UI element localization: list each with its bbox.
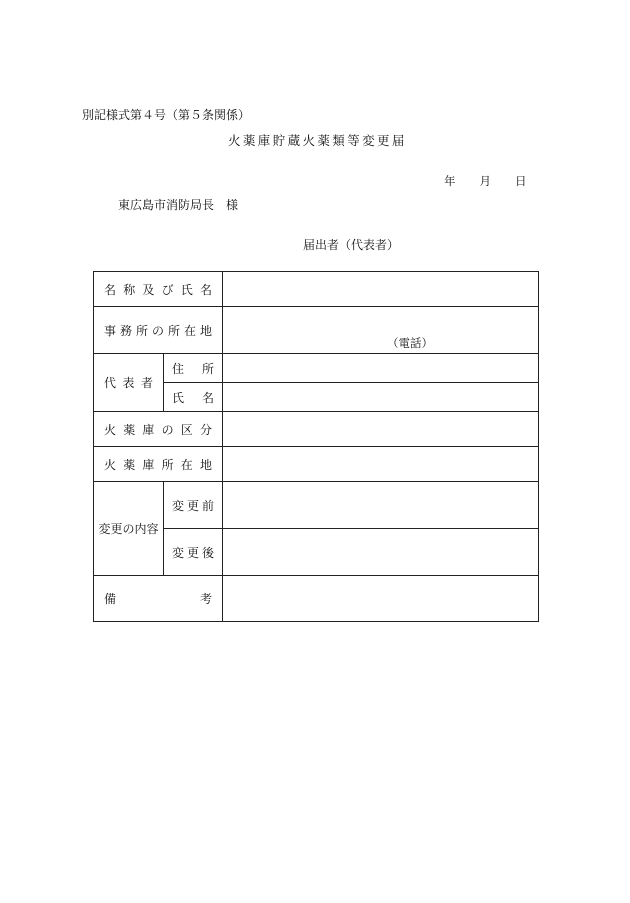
magazine-location-field[interactable] [223,447,539,482]
phone-label: （電話） [387,336,434,350]
representative-label: 代表者 [94,354,164,412]
change-content-label: 変更の内容 [94,482,164,576]
magazine-class-field[interactable] [223,412,539,447]
magazine-class-label: 火薬庫の区分 [94,412,223,447]
remarks-field[interactable] [223,576,539,622]
form-number: 別記様式第４号（第５条関係） [82,108,251,122]
applicant-label: 届出者（代表者） [303,238,400,252]
name-label: 名称及び氏名 [94,272,223,307]
year-label: 年 [444,174,456,188]
rep-name-field[interactable] [223,383,539,412]
row-office [94,307,539,354]
document-title: 火薬庫貯蔵火薬類等変更届 [228,133,407,148]
after-change-label: 変更後 [164,529,223,576]
row-name [94,272,539,307]
before-change-label: 変更前 [164,482,223,529]
row-magazine-class [94,412,539,447]
after-change-field[interactable] [223,529,539,576]
rep-name-label: 氏名 [164,383,223,412]
day-label: 日 [515,174,527,188]
before-change-field[interactable] [223,482,539,529]
row-change-before [94,482,539,529]
rep-address-field[interactable] [223,354,539,383]
row-magazine-location [94,447,539,482]
form-table [93,271,539,622]
row-rep-address [94,354,539,383]
month-label: 月 [479,174,491,188]
rep-address-label: 住所 [164,354,223,383]
date-line [444,173,527,189]
office-address-field[interactable] [223,307,539,354]
remarks-label: 備考 [94,576,223,622]
office-address-label: 事務所の所在地 [94,307,223,354]
magazine-location-label: 火薬庫所在地 [94,447,223,482]
name-field[interactable] [223,272,539,307]
addressee: 東広島市消防局長 様 [118,198,239,212]
row-remarks [94,576,539,622]
